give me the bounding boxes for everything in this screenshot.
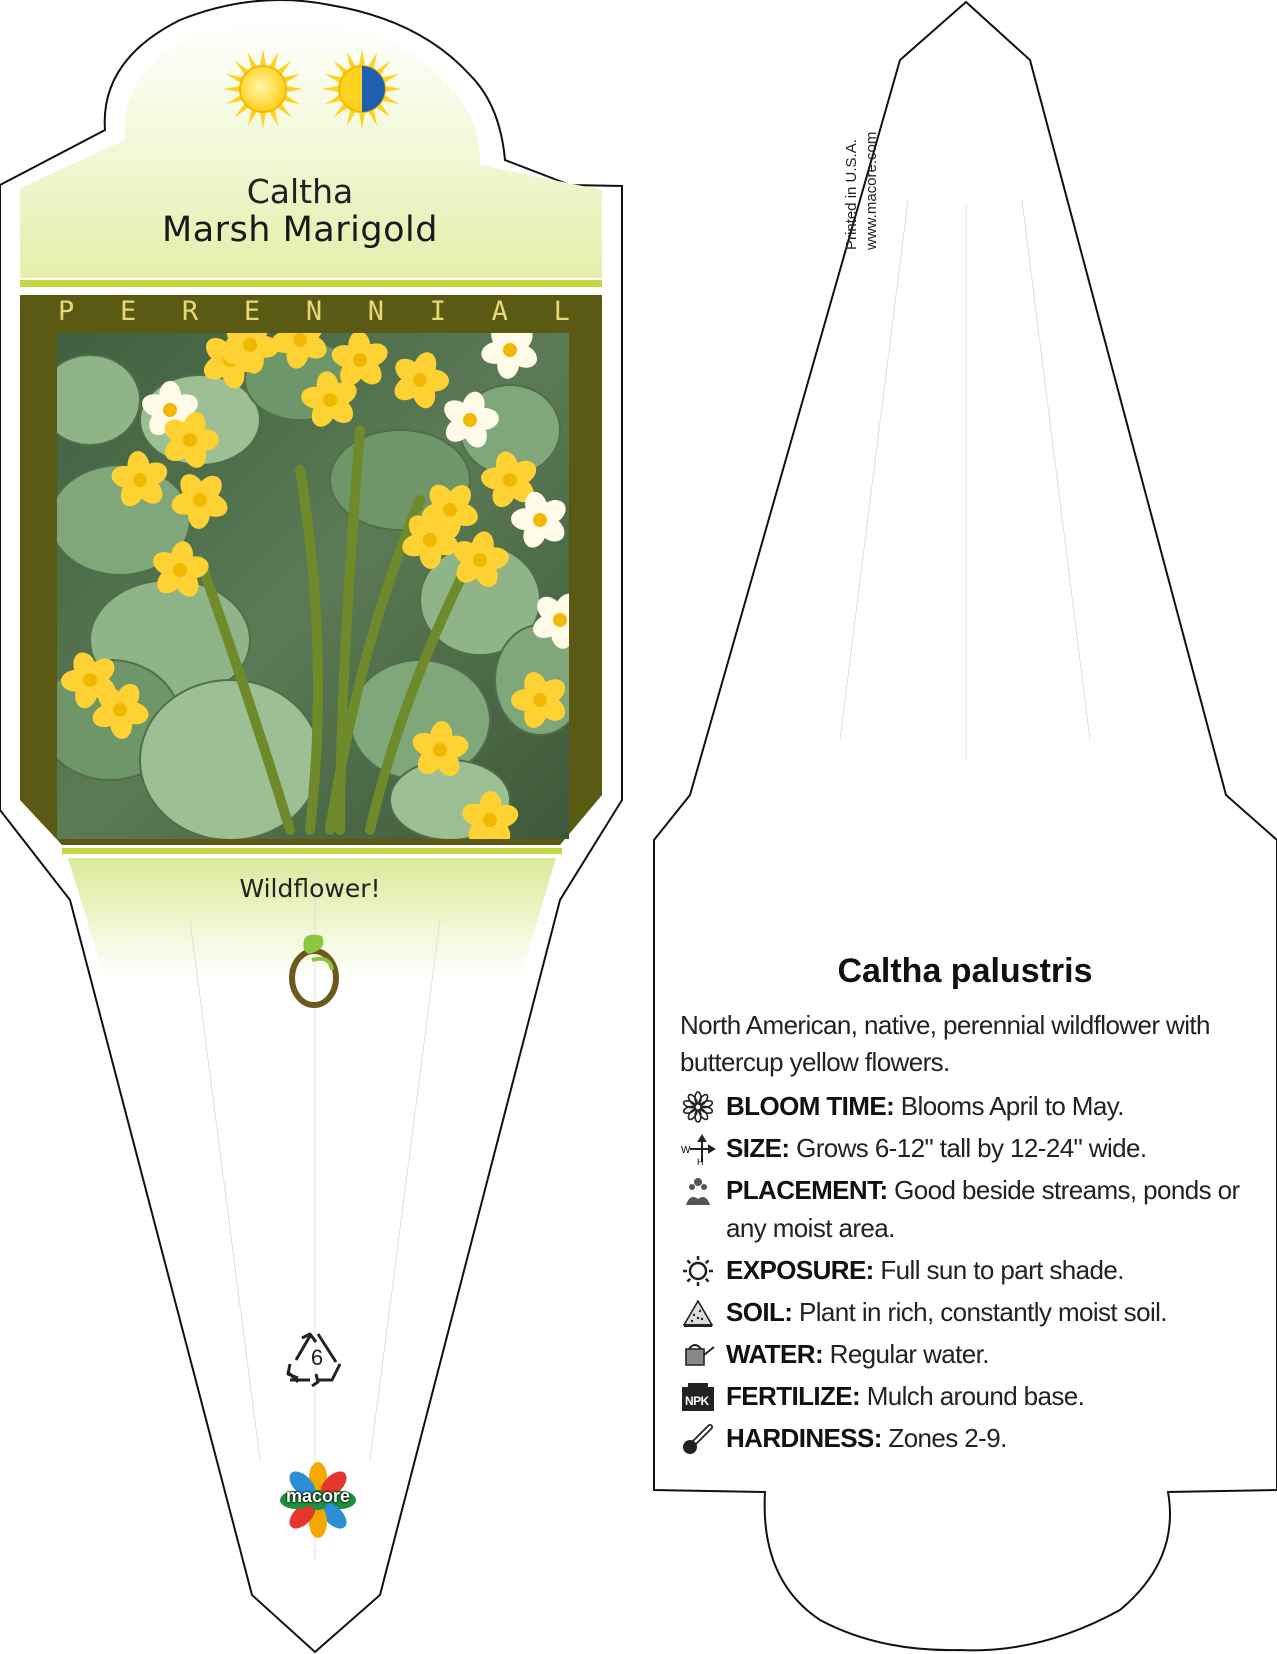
care-detail-row — [680, 1377, 1250, 1419]
category-letter: A — [491, 296, 508, 327]
soil-icon — [680, 1297, 716, 1329]
care-detail-label: BLOOM TIME: — [726, 1091, 895, 1121]
care-detail-text: Full sun to part shade. — [873, 1255, 1124, 1285]
category-letter: L — [553, 296, 570, 327]
lime-band — [20, 280, 602, 287]
thermometer-icon — [680, 1423, 716, 1455]
care-detail-text: Grows 6-12" tall by 12-24" wide. — [789, 1133, 1147, 1163]
flower-icon — [680, 1091, 716, 1123]
printed-line-1: Printed in U.S.A. — [843, 139, 860, 250]
watering-can-icon — [680, 1339, 716, 1371]
recycle-number: 6 — [310, 1345, 324, 1370]
care-detail-row — [680, 1419, 1250, 1461]
full-sun-icon — [223, 49, 303, 129]
size-arrows-icon — [680, 1133, 716, 1165]
category-letter: E — [243, 296, 261, 327]
care-detail-row — [680, 1335, 1250, 1377]
npk-icon — [680, 1381, 716, 1413]
sun-outline-icon — [680, 1255, 716, 1287]
care-detail-label: FERTILIZE: — [726, 1381, 861, 1411]
care-detail-label: PLACEMENT: — [726, 1175, 888, 1205]
category-letter: E — [119, 296, 137, 327]
care-detail-row — [680, 1171, 1250, 1251]
part-shade-icon — [322, 49, 402, 129]
care-details — [680, 1087, 1250, 1461]
category-letter: P — [58, 296, 75, 327]
care-detail-row — [680, 1087, 1250, 1129]
category-label — [58, 296, 570, 327]
care-detail-label: EXPOSURE: — [726, 1255, 874, 1285]
plant-description: North American, native, perennial wildflower with buttercup yellow flowers. — [680, 1010, 1210, 1077]
care-detail-row — [680, 1251, 1250, 1293]
category-letter: R — [181, 296, 199, 327]
care-detail-label: SIZE: — [726, 1133, 790, 1163]
printed-credit — [842, 0, 902, 250]
care-detail-label: WATER: — [726, 1339, 824, 1369]
svg-text:W: W — [681, 1145, 690, 1156]
care-detail-text: Regular water. — [823, 1339, 989, 1369]
common-name: Marsh Marigold — [162, 210, 438, 250]
plant-photo — [40, 298, 594, 862]
care-detail-row — [680, 1129, 1250, 1171]
care-detail-text: Plant in rich, constantly moist soil. — [792, 1297, 1167, 1327]
care-detail-text: Good beside streams, ponds or any moist area. — [726, 1175, 1240, 1243]
svg-text:NPK: NPK — [685, 1394, 709, 1408]
botanical-name: Caltha palustris — [837, 952, 1093, 990]
category-letter: N — [305, 296, 323, 327]
care-detail-text: Mulch around base. — [860, 1381, 1085, 1411]
tagline: Wildflower! — [239, 874, 381, 903]
placement-icon — [680, 1175, 716, 1207]
care-detail-row — [680, 1293, 1250, 1335]
genus-name: Caltha — [246, 172, 354, 211]
website-link[interactable]: www.macore.com — [863, 131, 880, 250]
care-detail-label: HARDINESS: — [726, 1423, 882, 1453]
svg-text:H: H — [697, 1157, 703, 1165]
care-detail-text: Blooms April to May. — [894, 1091, 1124, 1121]
brand-name: macore — [285, 1486, 351, 1506]
care-detail-label: SOIL: — [726, 1297, 793, 1327]
care-detail-text: Zones 2-9. — [881, 1423, 1007, 1453]
category-letter: I — [429, 296, 446, 327]
category-letter: N — [367, 296, 385, 327]
